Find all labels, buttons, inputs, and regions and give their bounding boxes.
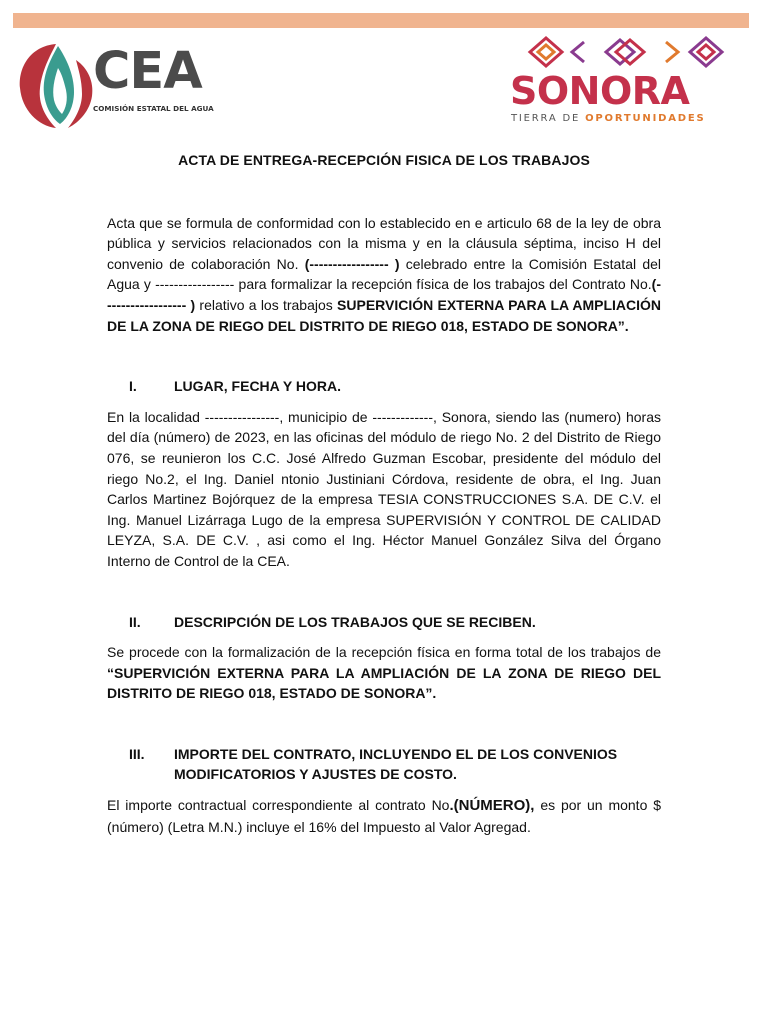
- sonora-tagline-part-1: TIERRA DE: [511, 113, 586, 124]
- intro-text-5: relativo a los trabajos: [195, 296, 338, 313]
- section-body-3: [107, 795, 661, 837]
- cea-logo-text: CEA: [93, 42, 202, 101]
- section-heading-2: [107, 612, 661, 633]
- section-title: IMPORTE DEL CONTRATO, INCLUYENDO EL DE LOS CONVENIOS MODIFICATORIOS Y AJUSTES DE COSTO.: [174, 745, 618, 783]
- sonora-tagline: [511, 113, 705, 124]
- section-body-2: [107, 642, 661, 704]
- intro-paragraph: [107, 213, 661, 337]
- section-3-text-c: es por un monto $ (número) (Letra M.N.) incluye el 16% del Impuesto al Valor Agregad.: [107, 797, 661, 835]
- cea-logo-subtitle: COMISIÓN ESTATAL DEL AGUA: [93, 104, 214, 113]
- intro-text-1: Acta que se formula de conformidad con lo establecido en e articulo 68 de la ley de obra pública y servicios relacionados con la misma y en la cláusula séptima, inciso H del convenio de colaboración No.: [107, 214, 661, 272]
- header-color-bar: [13, 13, 749, 28]
- section-2-text: Se procede con la formalización de la recepción física en forma total de los trabajos de: [107, 644, 661, 661]
- section-3-text-a: El importe contractual correspondiente al contrato No: [107, 797, 450, 814]
- sonora-tagline-part-2: OPORTUNIDADES: [585, 113, 706, 124]
- intro-contract-number: (------------------ ): [107, 276, 661, 313]
- intro-convenio-number: (----------------- ): [304, 255, 400, 272]
- section-number: I.: [129, 378, 137, 395]
- section-2-work-title: “SUPERVICIÓN EXTERNA PARA LA AMPLIACIÓN DE LA ZONA DE RIEGO DEL DISTRITO DE RIEGO 018, ESTADO DE SONORA”.: [107, 664, 661, 702]
- section-heading-3: [107, 744, 661, 785]
- document-body: [107, 150, 661, 837]
- document-title: ACTA DE ENTREGA-RECEPCIÓN FISICA DE LOS TRABAJOS: [178, 152, 590, 168]
- section-body-1: En la localidad ----------------, municipio de -------------, Sonora, siendo las (numero) horas del día (número) de 2023, en las oficinas del módulo de riego No. 2 del Distrito de Riego 076, se reunieron los C.C. José Alfredo Guzman Escobar, presidente del módulo del riego No.2, el Ing. Daniel ntonio Justiniani Córdova, residente de obra, el Ing. Juan Carlos Martinez Bojórquez de la empresa TESIA CONSTRUCCIONES S.A. DE C.V. el Ing. Manuel Lizárraga Lugo de la empresa SUPERVISIÓN Y CONTROL DE CALIDAD LEYZA, S.A. DE C.V. , asi como el Ing. Héctor Manuel González Silva del Órgano Interno de Control de la CEA.: [107, 408, 661, 569]
- intro-work-title: SUPERVICIÓN EXTERNA PARA LA AMPLIACIÓN DE LA ZONA DE RIEGO DEL DISTRITO DE RIEGO 018, ESTADO DE SONORA”.: [107, 296, 661, 334]
- section-number: III.: [129, 745, 145, 762]
- section-number: II.: [129, 613, 141, 630]
- section-3-contract-number: .(NÚMERO),: [449, 797, 535, 815]
- section-heading-1: [107, 376, 661, 397]
- section-title: LUGAR, FECHA Y HORA.: [174, 378, 341, 395]
- sonora-logo-text: SONORA: [510, 69, 690, 113]
- section-title: DESCRIPCIÓN DE LOS TRABAJOS QUE SE RECIBEN.: [174, 613, 536, 630]
- intro-text-3: celebrado entre la Comisión Estatal del Agua y ----------------- para formalizar la recepción física de los trabajos del Contrato No.: [107, 255, 662, 293]
